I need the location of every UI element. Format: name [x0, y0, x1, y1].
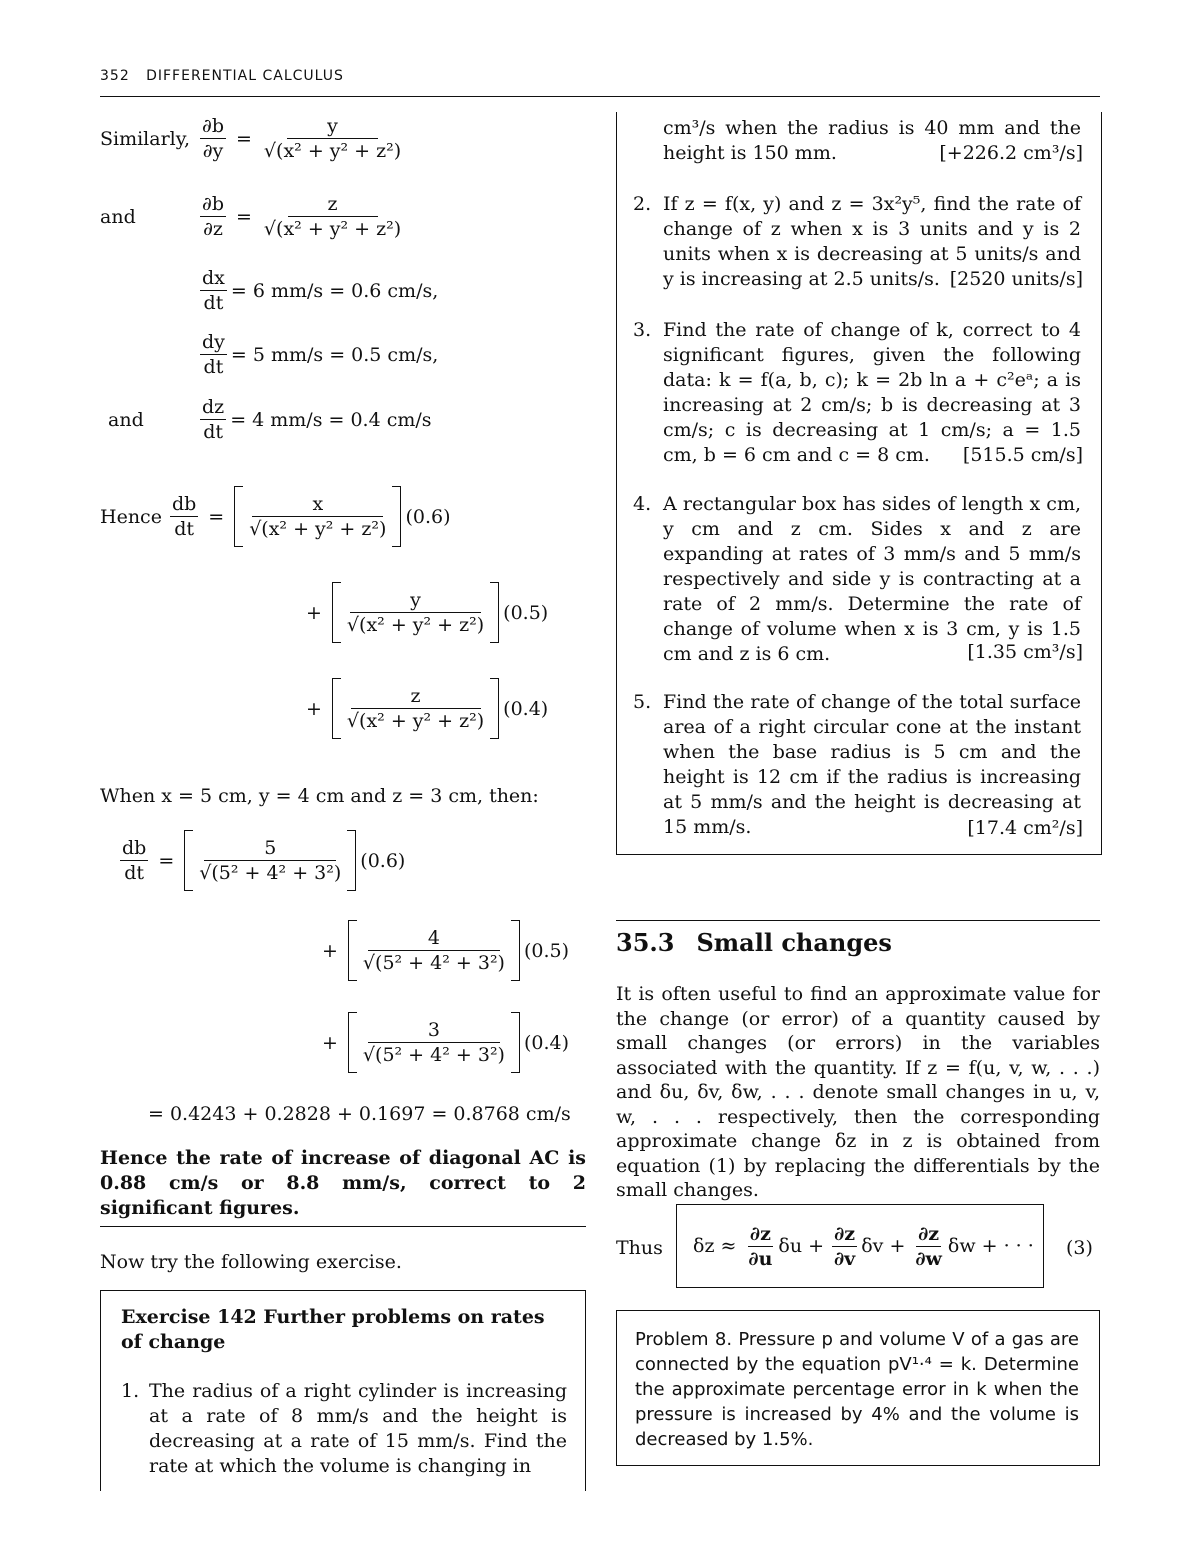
partial-rden: √(x² + y² + z²)	[263, 218, 402, 240]
rate-rhs: = 5 mm/s = 0.5 cm/s,	[230, 343, 439, 366]
exercise-text: The radius of a right cylinder is increasing at a rate of 8 mm/s and the height is decreasing at a rate of 15 mm/s. Find the rate at which the volume is changing in	[149, 1380, 567, 1477]
equation-box	[676, 1204, 1044, 1288]
eq-lhs: δz ≈	[693, 1235, 737, 1257]
exercise-3-answer: [515.5 cm/s]	[962, 444, 1083, 466]
and-label: and	[100, 205, 136, 228]
eq-rate-x	[196, 266, 438, 315]
eq-after: δw + · · ·	[947, 1235, 1034, 1257]
term-num: x	[252, 492, 383, 517]
term-num: 4	[368, 926, 500, 951]
bracket	[348, 920, 520, 981]
exercise-1-cont: cm³/s when the radius is 40 mm and the height is 150 mm.	[663, 117, 1081, 164]
db-den: dt	[124, 862, 145, 884]
partial-num: ∂b	[202, 193, 224, 215]
rate-den: dt	[203, 421, 223, 443]
eq-after: δu +	[778, 1235, 825, 1257]
rate-den: dt	[203, 292, 224, 314]
exercise-text: A rectangular box has sides of length x cm, y cm and z cm. Sides x and z are expanding at rates of 3 mm/s and 5 mm/s respectively and side y is contracting at a rate of 2 mm/s. Determine the rate of change of volume when x is 3 cm, y is 1.5 cm and z is 6 cm.	[663, 493, 1081, 665]
term-num: 3	[368, 1018, 500, 1043]
when-text: When x = 5 cm, y = 4 cm and z = 3 cm, then:	[100, 785, 539, 807]
db-num: db	[171, 493, 197, 515]
bracket	[234, 486, 401, 547]
rate-rhs: = 6 mm/s = 0.6 cm/s,	[230, 279, 439, 302]
section-number: 35.3	[616, 928, 675, 957]
problem-8: Problem 8. Pressure p and volume V of a gas are connected by the equation pV¹·⁴ = k. Determine the approximate percentage error in k when the pressure is increased by 4% and the volume is decreased by 1.5%.	[635, 1329, 1079, 1450]
rate-den: dt	[203, 356, 224, 378]
running-title: DIFFERENTIAL CALCULUS	[146, 68, 344, 84]
bracket	[184, 830, 356, 891]
section-rule	[616, 920, 1100, 921]
partial-rnum: z	[288, 192, 378, 217]
eq-after: δv +	[861, 1235, 906, 1257]
eq-partial-y: Similarly, $\frac{\partial b}{\partial y}$ = $\frac{y}{\text{√(x² + y² + z²)}}$	[100, 115, 402, 162]
exercise-number: 4.	[633, 493, 652, 515]
bracket	[332, 582, 499, 643]
bracket	[332, 678, 499, 739]
rate-num: dx	[202, 267, 225, 289]
page-number: 352	[100, 68, 130, 84]
rate-num: dz	[202, 396, 225, 418]
exercise-box	[100, 1290, 586, 1491]
db-num: db	[122, 837, 147, 859]
partial-num: ∂b	[202, 115, 224, 137]
conclusion: Hence the rate of increase of diagonal AC is 0.88 cm/s or 8.8 mm/s, correct to 2 significant figures.	[100, 1147, 586, 1219]
term-den: √(5² + 4² + 3²)	[362, 1044, 505, 1066]
term-prefix: +	[322, 939, 338, 962]
exercise-number: 3.	[633, 319, 652, 341]
thus-label: Thus	[616, 1237, 663, 1259]
eq-partial-z: and $\frac{\partial b}{\partial z}$ = $\frac{z}{\text{√(x² + y² + z²)}}$	[100, 193, 402, 240]
eq-den: ∂w	[915, 1247, 942, 1270]
term-prefix: +	[306, 697, 322, 720]
eq-rate-z	[108, 395, 432, 444]
exercise-number: 5.	[633, 691, 652, 713]
eq-den: ∂v	[834, 1247, 856, 1270]
section-heading	[616, 928, 892, 957]
running-header	[100, 68, 344, 84]
term-factor: (0.4)	[523, 1031, 570, 1054]
term-den: √(5² + 4² + 3²)	[362, 952, 505, 974]
term-den: √(x² + y² + z²)	[249, 518, 387, 540]
term-factor: (0.6)	[405, 505, 451, 528]
term-den: √(5² + 4² + 3²)	[199, 862, 342, 884]
result-line: = 0.4243 + 0.2828 + 0.1697 = 0.8768 cm/s	[148, 1103, 571, 1125]
rate-num: dy	[202, 331, 225, 353]
partial-den: ∂z	[203, 218, 223, 240]
partial-den: ∂y	[202, 140, 224, 162]
exercise-2-answer: [2520 units/s]	[949, 268, 1083, 290]
problem-box	[616, 1310, 1100, 1466]
term-num: y	[350, 588, 481, 613]
term-den: √(x² + y² + z²)	[346, 710, 485, 732]
eq-num: ∂z	[918, 1222, 940, 1245]
header-rule	[100, 96, 1100, 97]
eq-numeric-2	[322, 920, 569, 981]
exercise-5-answer: [17.4 cm²/s]	[967, 817, 1083, 839]
eq-hence-3	[306, 678, 548, 739]
eq-hence-1: Hence $\frac{db}{dt}$ = $\frac{x}{\text{√(x² + y² + z²)}}$ (0.6)	[100, 486, 450, 547]
section-title: Small changes	[696, 928, 892, 957]
exercise-text: Find the rate of change of the total surface area of a right circular cone at the instant when the base radius is 5 cm and the height is 12 cm if the radius is increasing at 5 mm/s and the height is decreasing at 15 mm/s.	[663, 691, 1081, 838]
equation-number: (3)	[1066, 1237, 1093, 1259]
exercise-1-answer: [+226.2 cm³/s]	[939, 142, 1083, 164]
term-den: √(x² + y² + z²)	[346, 614, 485, 636]
eq-num: ∂z	[749, 1222, 771, 1245]
db-den: dt	[174, 518, 194, 540]
similarly-label: Similarly,	[100, 127, 190, 150]
eq-numeric-3	[322, 1012, 569, 1073]
and-label: and	[108, 408, 144, 431]
exercise-text: Find the rate of change of k, correct to 4 significant figures, given the following data: k = f(a, b, c); k = 2b ln a + c²eᵃ; a is increasing at 2 cm/s; b is decreasing at 3 cm/s; c is decreasing at 1 cm/s; a = 1.5 cm, b = 6 cm and c = 8 cm.	[663, 319, 1081, 466]
term-num: 5	[204, 836, 336, 861]
exercise-text: If z = f(x, y) and z = 3x²y⁵, find the rate of change of z when x is 3 units and y is 2 units when x is decreasing at 5 units/s and y is increasing at 2.5 units/s.	[663, 193, 1081, 290]
eq-den: ∂u	[748, 1247, 773, 1270]
eq-numeric-1: $\frac{db}{dt}$ = $\frac{5}{\text{√(5² + 4² + 3²)}}$ (0.6)	[116, 830, 405, 891]
section-text: It is often useful to find an approximate value for the change (or error) of a quantity caused by small changes (or errors) in the variables associated with the quantity. If z = f(u, v, w, . . .) and δu, δv, δw, . . . denote small changes in u, v, w, . . . respectively, then the corresponding approximate change δz in z is obtained from equation (1) by replacing the differentials by the small changes.	[616, 983, 1100, 1201]
exercise-title: Exercise 142 Further problems on rates of change	[121, 1306, 545, 1353]
eq-rate-y	[196, 330, 438, 379]
term-factor: (0.5)	[523, 939, 570, 962]
term-factor: (0.5)	[503, 601, 549, 624]
term-prefix: +	[322, 1031, 338, 1054]
exercise-item-1: 1. The radius of a right cylinder is increasing at a rate of 8 mm/s and the height is decreasing at a rate of 15 mm/s. Find the rate at which the volume is changing in	[121, 1380, 567, 1477]
partial-rden: √(x² + y² + z²)	[263, 140, 402, 162]
partial-rnum: y	[287, 114, 378, 139]
divider	[100, 1226, 586, 1227]
rate-rhs: = 4 mm/s = 0.4 cm/s	[230, 408, 432, 431]
term-factor: (0.4)	[503, 697, 549, 720]
now-try: Now try the following exercise.	[100, 1251, 402, 1273]
exercise-box-continued	[616, 112, 1102, 855]
term-num: z	[351, 684, 481, 709]
eq-num: ∂z	[834, 1222, 856, 1245]
hence-label: Hence	[100, 505, 162, 528]
exercise-number: 2.	[633, 193, 652, 215]
eq-hence-2	[306, 582, 548, 643]
bracket	[348, 1012, 520, 1073]
term-factor: (0.6)	[360, 849, 406, 872]
term-prefix: +	[306, 601, 322, 624]
exercise-4-answer: [1.35 cm³/s]	[967, 641, 1083, 663]
